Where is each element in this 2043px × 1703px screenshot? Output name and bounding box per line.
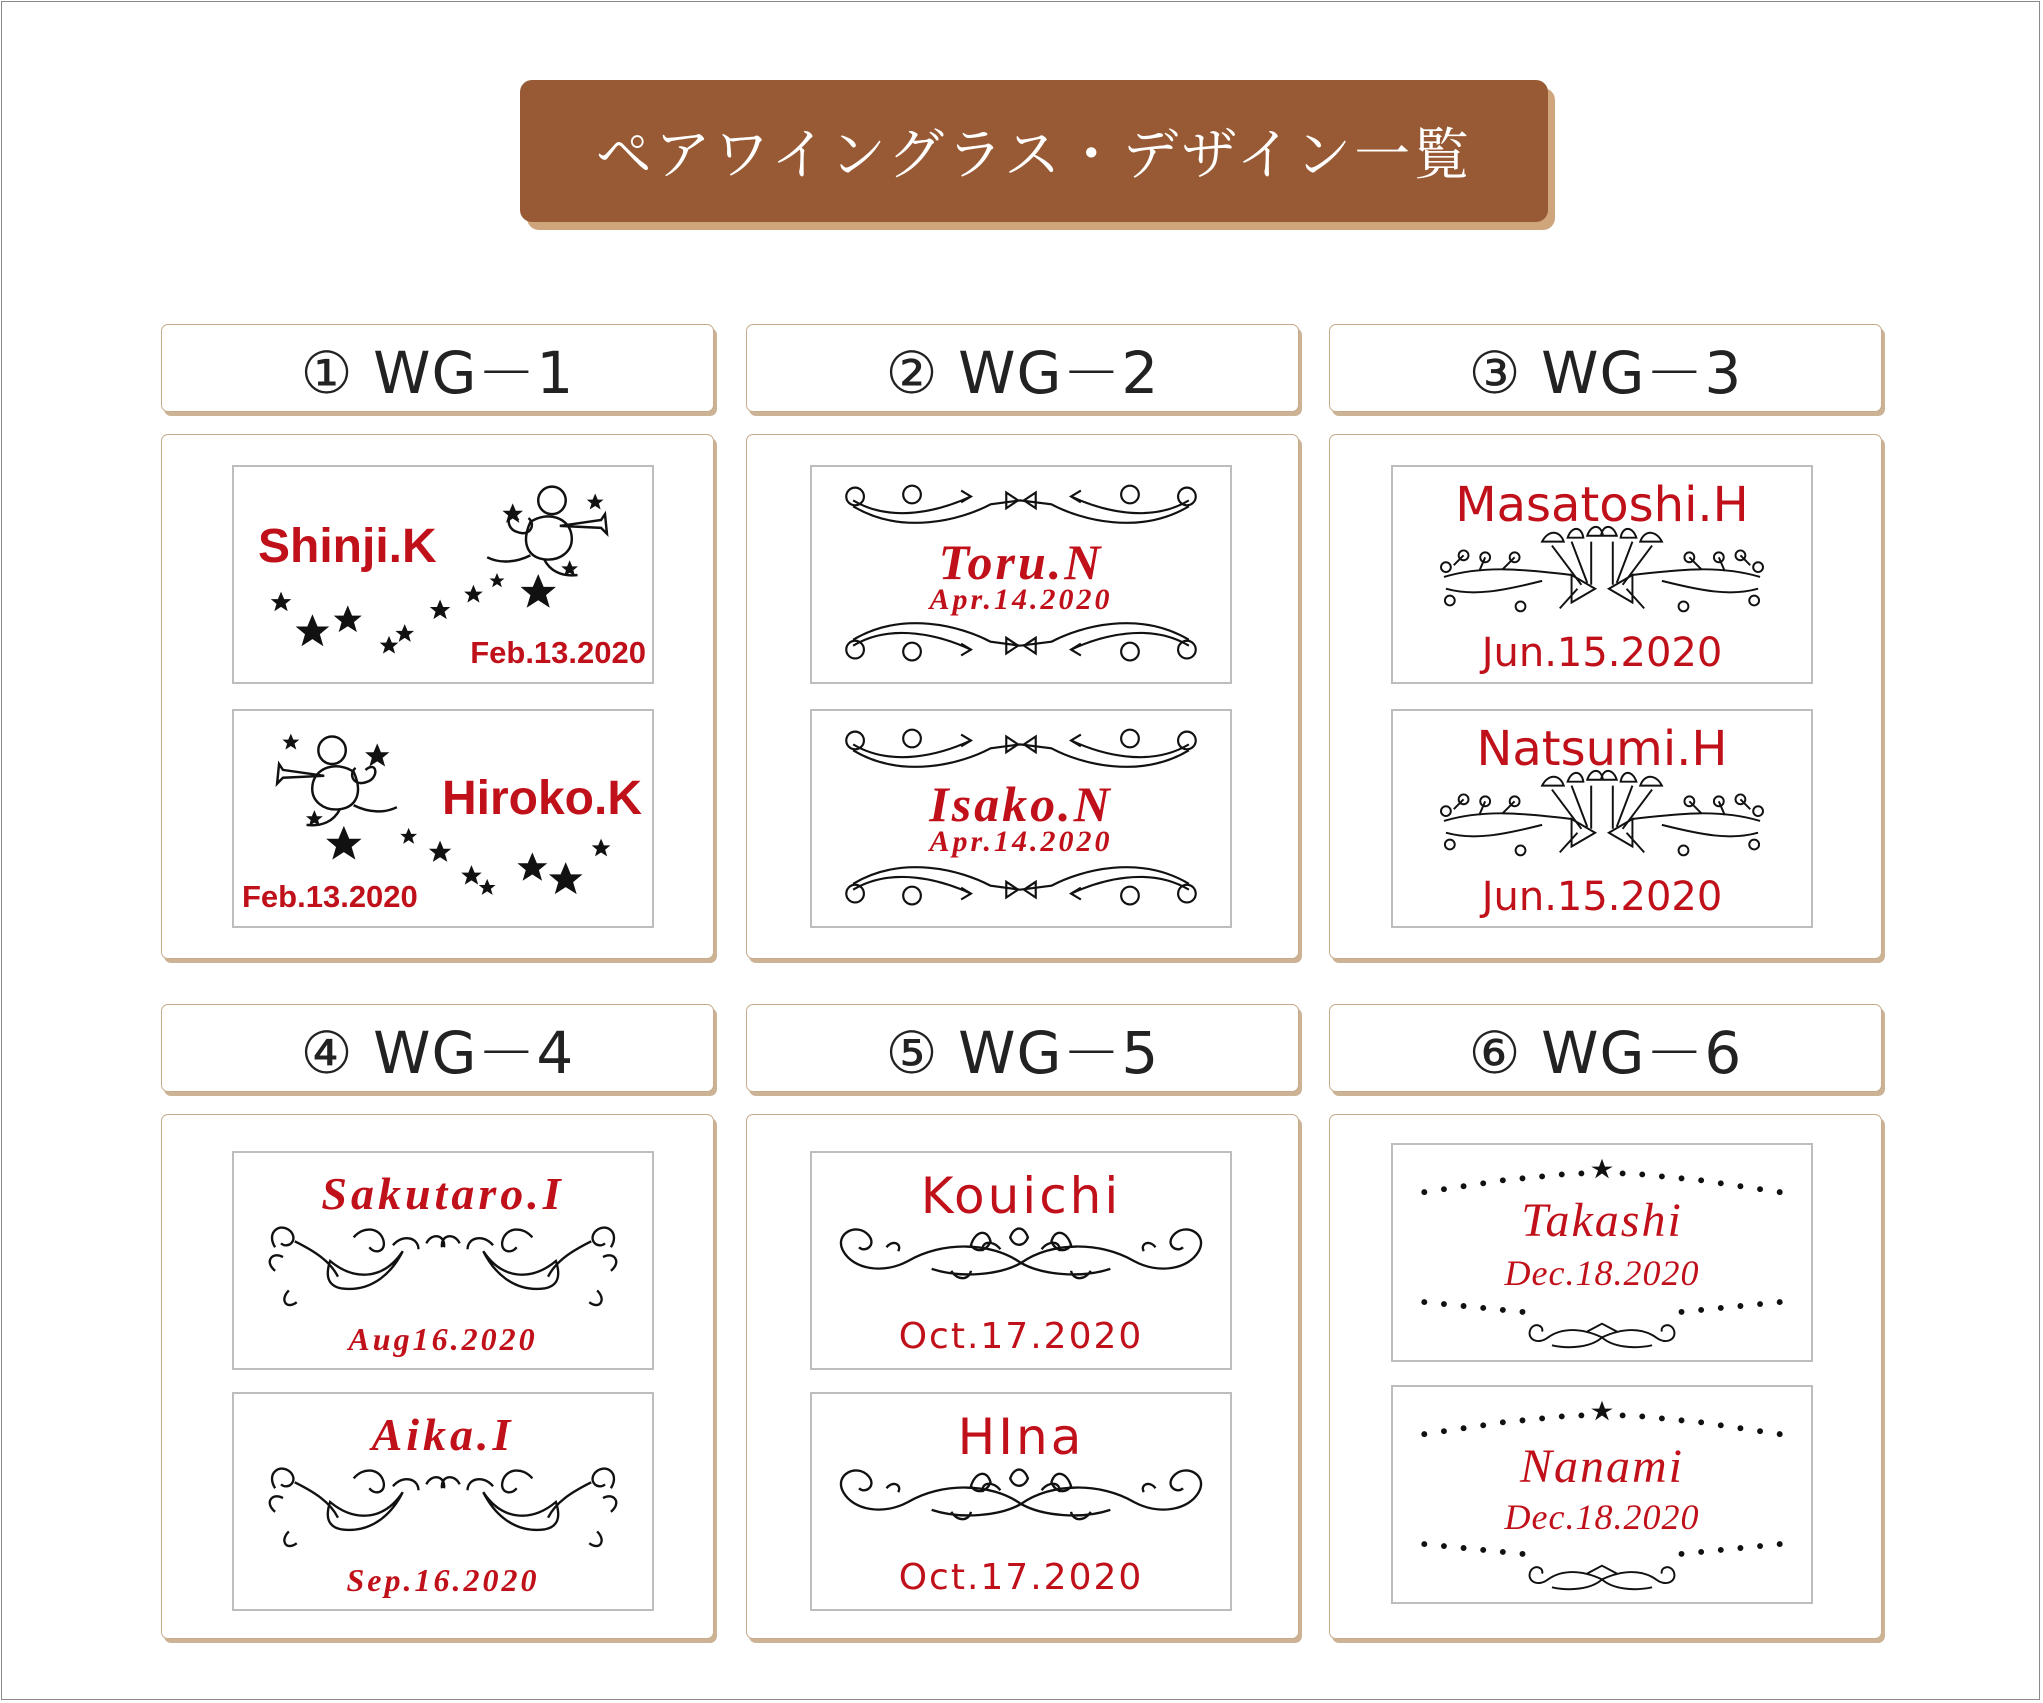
design-label-wg6: ⑥ WG－6 xyxy=(1329,1004,1882,1092)
swirl-icon xyxy=(1530,1566,1675,1589)
engraved-name: Kouichi xyxy=(920,1167,1122,1225)
engraved-date: Jun.15.2020 xyxy=(1481,630,1723,676)
engraving-card-wg1-b xyxy=(232,709,654,928)
engraved-name: Aika.I xyxy=(371,1409,515,1460)
engraving-card-wg6-a xyxy=(1391,1143,1813,1362)
engraved-date: Sep.16.2020 xyxy=(346,1562,540,1598)
engraved-date: Dec.18.2020 xyxy=(1504,1497,1700,1537)
engraved-date: Feb.13.2020 xyxy=(242,879,418,914)
engraved-name: Natsumi.H xyxy=(1476,721,1728,777)
swirl-icon xyxy=(1530,1324,1675,1347)
engraving-card-wg4-b xyxy=(232,1392,654,1611)
engraving-card-wg6-b xyxy=(1391,1385,1813,1604)
engraved-name: Toru.N xyxy=(938,534,1104,590)
engraved-name: Sakutaro.I xyxy=(321,1168,565,1219)
engraved-date: Dec.18.2020 xyxy=(1504,1253,1700,1293)
engraved-name: Shinji.K xyxy=(258,520,437,573)
engraved-name: Masatoshi.H xyxy=(1455,477,1749,533)
engraving-card-wg1-a xyxy=(232,465,654,684)
engraved-date: Jun.15.2020 xyxy=(1481,874,1723,920)
design-label-wg2: ② WG－2 xyxy=(746,324,1299,412)
engraving-card-wg2-a xyxy=(810,465,1232,684)
engraved-date: Oct.17.2020 xyxy=(898,1316,1144,1357)
engraving-card-wg4-a xyxy=(232,1151,654,1370)
design-label-wg4: ④ WG－4 xyxy=(161,1004,714,1092)
engraved-name: Isako.N xyxy=(929,776,1113,832)
dots-divider-icon xyxy=(1393,1387,1811,1602)
page-title: ペアワイングラス・デザイン一覧 xyxy=(520,80,1548,222)
engraving-card-wg5-a xyxy=(810,1151,1232,1370)
design-label-wg3: ③ WG－3 xyxy=(1329,324,1882,412)
engraving-card-wg3-b xyxy=(1391,709,1813,928)
engraved-date: Feb.13.2020 xyxy=(470,635,646,670)
engraved-name: HIna xyxy=(957,1408,1085,1466)
engraving-card-wg3-a xyxy=(1391,465,1813,684)
design-label-wg1: ① WG－1 xyxy=(161,324,714,412)
engraving-card-wg5-b xyxy=(810,1392,1232,1611)
engraved-name: Hiroko.K xyxy=(441,772,642,825)
engraved-date: Aug16.2020 xyxy=(348,1321,538,1357)
engraved-name: Takashi xyxy=(1521,1194,1683,1247)
engraving-card-wg2-b xyxy=(810,709,1232,928)
engraved-date: Apr.14.2020 xyxy=(929,583,1113,616)
engraved-name: Nanami xyxy=(1519,1440,1684,1493)
engraved-date: Oct.17.2020 xyxy=(898,1557,1144,1598)
design-label-wg5: ⑤ WG－5 xyxy=(746,1004,1299,1092)
engraved-date: Apr.14.2020 xyxy=(929,825,1113,858)
